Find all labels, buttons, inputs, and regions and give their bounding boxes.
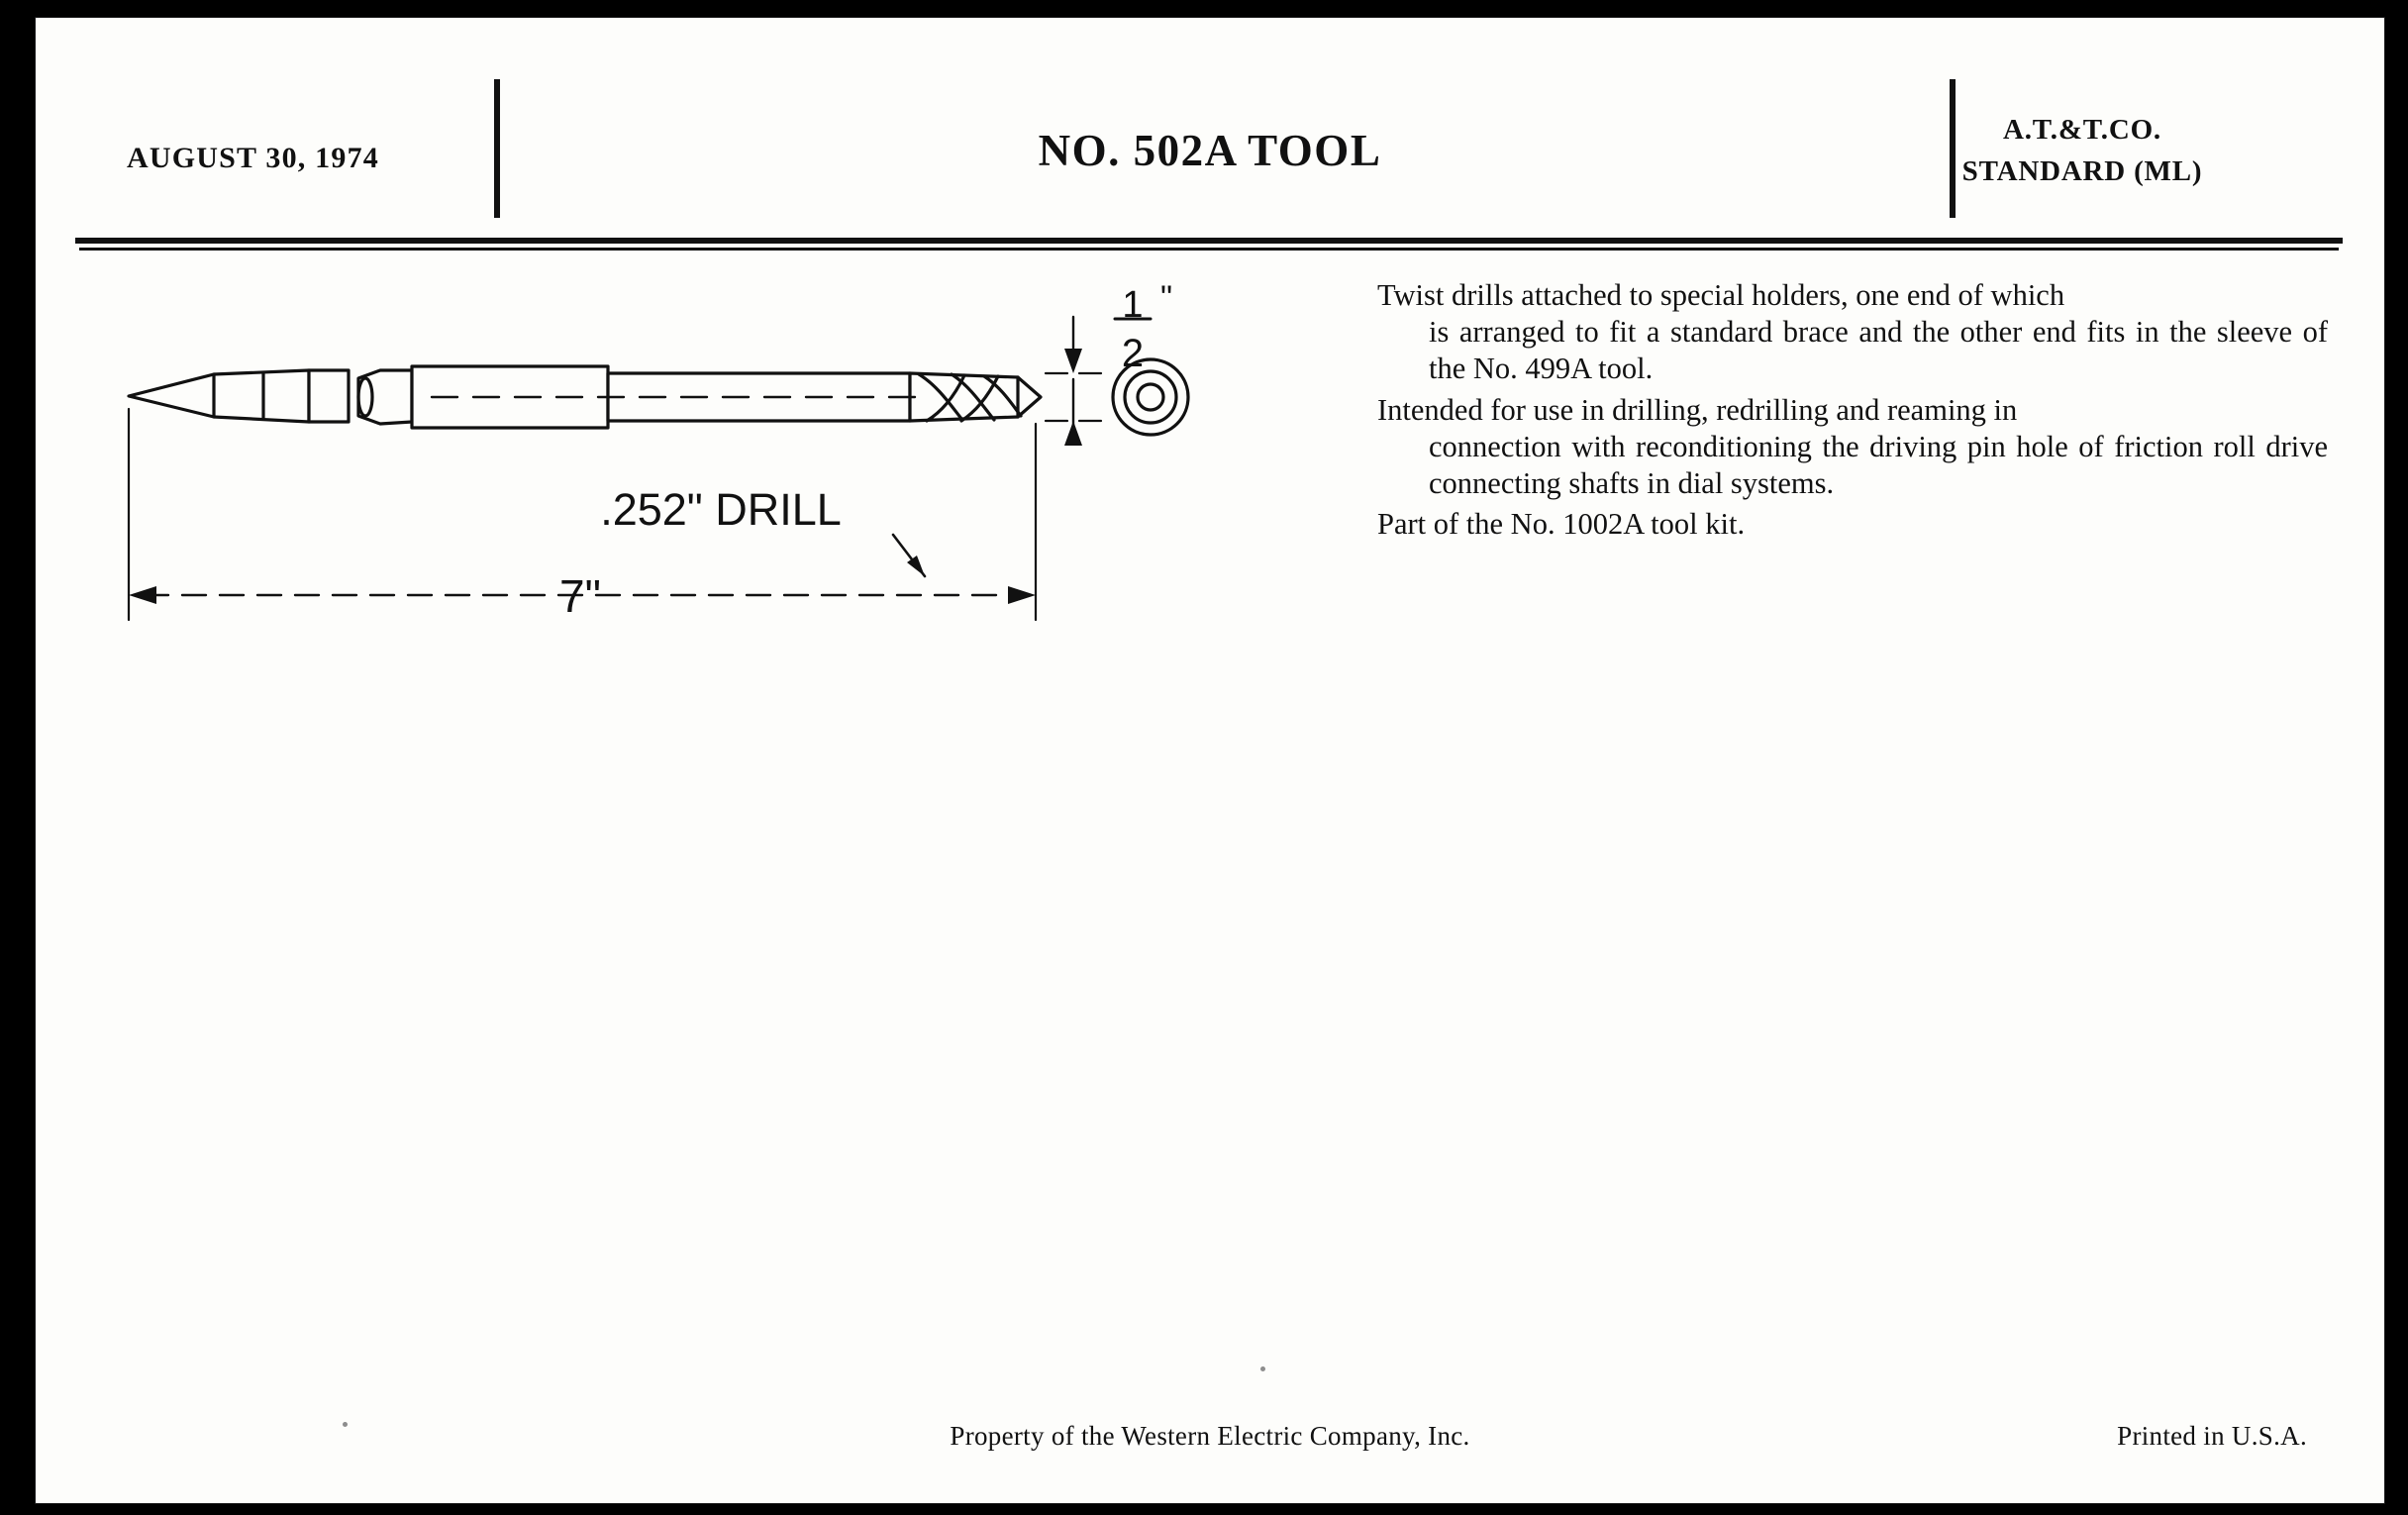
tool-drawing <box>115 275 1333 652</box>
document-page <box>36 18 2384 1503</box>
description-p1-line1: Twist drills attached to special holders, one end of which <box>1377 278 2065 312</box>
page-speck <box>1260 1366 1265 1371</box>
drill-flutes <box>910 373 1041 421</box>
description-paragraph-1 <box>1377 277 2328 388</box>
page-speck <box>343 1422 348 1427</box>
description-p1-line2: is arranged to fit a standard brace and the other end fits in the sleeve of the No. 499A tool. <box>1429 315 2328 386</box>
length-label: 7" <box>559 570 601 622</box>
header-standard-company: A.T.&T.CO. <box>2003 114 2161 146</box>
description-paragraph-3: Part of the No. 1002A tool kit. <box>1377 507 1746 542</box>
drill-size-label: .252" DRILL <box>600 484 842 535</box>
page-header <box>36 18 2384 221</box>
diameter-numerator-label: 1 <box>1122 284 1144 326</box>
footer-property-notice: Property of the Western Electric Company, Inc. <box>950 1421 1470 1451</box>
header-rule-thin <box>79 248 2339 251</box>
shank-collar <box>358 370 412 424</box>
header-standard <box>1874 109 2290 192</box>
description-paragraph-2 <box>1377 392 2328 503</box>
shank-taper <box>129 370 349 422</box>
header-date: AUGUST 30, 1974 <box>127 142 379 174</box>
diameter-denominator-label: 2 <box>1121 332 1145 375</box>
header-standard-type: STANDARD (ML) <box>1961 155 2203 188</box>
description-block <box>1377 277 2328 547</box>
drill-label-leader <box>893 535 925 576</box>
diameter-unit-label: " <box>1159 279 1173 317</box>
page-title: NO. 502A TOOL <box>1038 126 1382 175</box>
header-rule <box>75 238 2343 244</box>
description-p2-line1: Intended for use in drilling, redrilling and reaming in <box>1377 392 2018 427</box>
description-p2-line2: connection with reconditioning the driving pin hole of friction roll drive connecting shafts in dial systems. <box>1429 429 2328 501</box>
footer-printed-in: Printed in U.S.A. <box>2117 1421 2307 1451</box>
